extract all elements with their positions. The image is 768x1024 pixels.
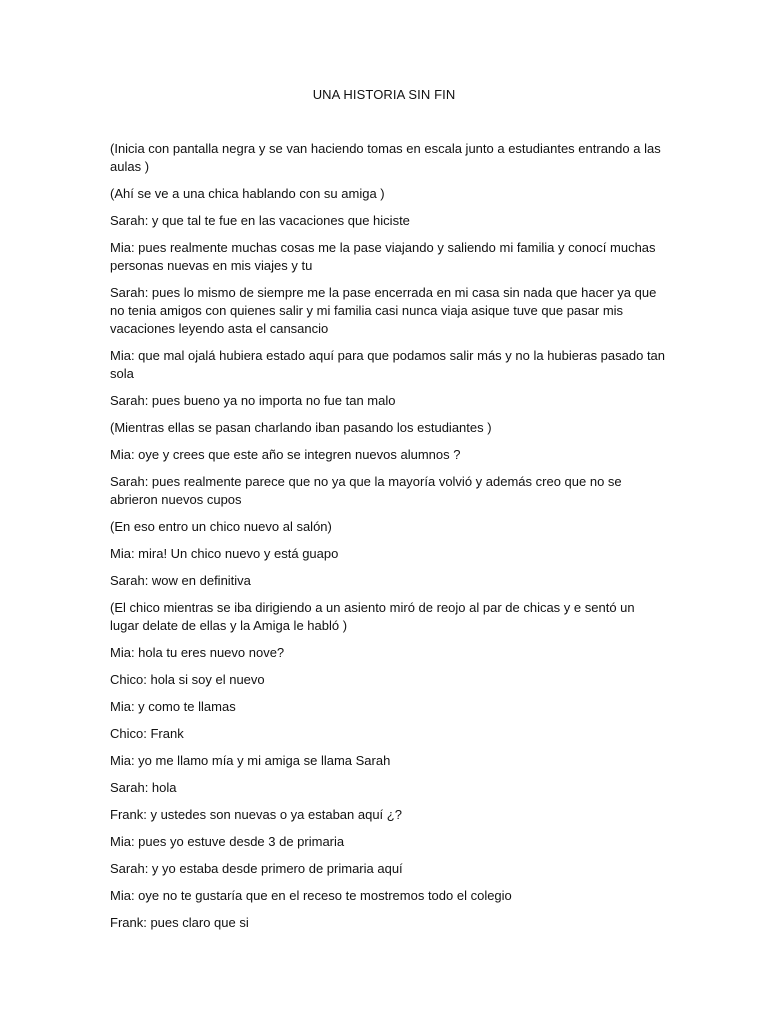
- paragraph: Sarah: pues realmente parece que no ya que la mayoría volvió y además creo que no se abrieron nuevos cupos: [110, 474, 622, 507]
- paragraph: Mia: pues realmente muchas cosas me la pase viajando y saliendo mi familia y conocí muchas personas nuevas en mis viajes y tu: [110, 240, 656, 273]
- paragraph: (Inicia con pantalla negra y se van haciendo tomas en escala junto a estudiantes entrando a las aulas ): [110, 141, 661, 174]
- paragraph: Mia: y como te llamas: [110, 699, 236, 714]
- paragraph: Mia: mira! Un chico nuevo y está guapo: [110, 546, 339, 561]
- paragraph: Frank: pues claro que si: [110, 915, 249, 930]
- paragraph: Sarah: pues bueno ya no importa no fue tan malo: [110, 393, 396, 408]
- paragraph: (Ahí se ve a una chica hablando con su amiga ): [110, 186, 385, 201]
- paragraph: Mia: pues yo estuve desde 3 de primaria: [110, 834, 345, 849]
- paragraph: Frank: y ustedes son nuevas o ya estaban aquí ¿?: [110, 807, 402, 822]
- paragraph: (En eso entro un chico nuevo al salón): [110, 519, 332, 534]
- paragraph: Chico: hola si soy el nuevo: [110, 672, 265, 687]
- document-body: [110, 140, 665, 941]
- paragraph: Mia: oye no te gustaría que en el receso te mostremos todo el colegio: [110, 888, 512, 903]
- paragraph: Sarah: wow en definitiva: [110, 573, 251, 588]
- paragraph: Mia: yo me llamo mía y mi amiga se llama Sarah: [110, 753, 391, 768]
- paragraph: (El chico mientras se iba dirigiendo a un asiento miró de reojo al par de chicas y e sentó un lugar delate de ellas y la Amiga le habló ): [110, 600, 635, 633]
- paragraph: (Mientras ellas se pasan charlando iban pasando los estudiantes ): [110, 420, 492, 435]
- paragraph: Sarah: hola: [110, 780, 177, 795]
- paragraph: Mia: oye y crees que este año se integren nuevos alumnos ?: [110, 447, 461, 462]
- paragraph: Sarah: y que tal te fue en las vacaciones que hiciste: [110, 213, 410, 228]
- paragraph: Mia: hola tu eres nuevo nove?: [110, 645, 285, 660]
- paragraph: Sarah: y yo estaba desde primero de primaria aquí: [110, 861, 403, 876]
- paragraph: Mia: que mal ojalá hubiera estado aquí para que podamos salir más y no la hubieras pasado tan sola: [110, 348, 666, 381]
- document-title: UNA HISTORIA SIN FIN: [312, 87, 456, 102]
- paragraph: Sarah: pues lo mismo de siempre me la pase encerrada en mi casa sin nada que hacer ya que no tenia amigos con quienes salir y mi familia casi nunca viaja asique tuve que pasar mis vacaciones leyendo asta el cansancio: [110, 285, 657, 336]
- paragraph: Chico: Frank: [110, 726, 184, 741]
